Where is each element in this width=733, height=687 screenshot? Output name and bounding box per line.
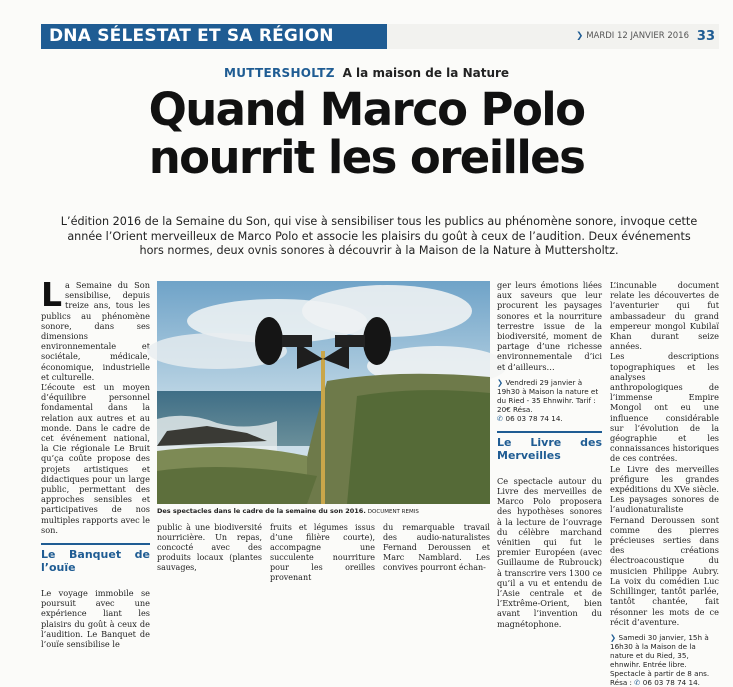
- subhead-livre: Le Livre des Merveilles: [497, 435, 602, 462]
- kicker-subtitle: A la maison de la Nature: [342, 66, 510, 80]
- under-photo-col-2: fruits et légumes issus d’une filière courte), accompagne une succulente nourriture pour les oreilles provenant: [270, 523, 375, 582]
- subhead-block: [41, 543, 150, 574]
- issue-date: [576, 24, 689, 49]
- under-photo-col-1: public à une biodiversité nourricière. Un repas, concocté avec des produits locaux (plantes sauvages,: [157, 523, 262, 572]
- column-4: [610, 280, 719, 687]
- article-lead: L’édition 2016 de la Semaine du Son, qui vise à sensibiliser tous les publics au phénomène sonore, invoque cette année l’Orient merveilleux de Marco Polo et associe les plaisirs du goût à ceux de l’audition. Deux événements hors normes, deux ovnis sonores à découvrir à la Maison de la Nature à Muttersholtz.: [60, 215, 698, 257]
- paragraph: Le Livre des merveilles préfigure les grandes expéditions du XVe siècle. Les paysages sonores de l’audionaturaliste Fernand Deroussen sont comme des pierres précieuses serties dans des créations électroacoustique du musicien Philippe Aubry. La voix du comédien Luc Schillinger, tantôt parlée, tantôt chantée, fait résonner les mots de ce récit d’aventure.: [610, 463, 719, 627]
- kicker-place: MUTTERSHOLTZ: [223, 66, 335, 80]
- paragraph-text: a Semaine du Son sensibilise, depuis treize ans, tous les publics au phénomène sonore, dans ses dimensions environnementale et sociétale, médicale, économique, industrielle et culturelle.: [41, 280, 150, 382]
- paragraph: L’écoute est un moyen d’équilibre personnel fondamental dans la relation aux autres et au monde. Dans le cadre de cet événement national, la Cie régionale Le Bruit qu’ça coûte propose des projets artistiques et didactiques pour un large public, permettant des approches sensibles et participatives de nos multiples rapports avec le son.: [41, 382, 150, 535]
- headline-line-1: Quand Marco Polo: [148, 83, 585, 136]
- under-photo-col-3: du remarquable travail des audio-naturalistes Fernand Deroussen et Marc Namblard. Les convives pourront échan-: [383, 523, 490, 572]
- phone-number: 06 03 78 74 14.: [505, 413, 563, 423]
- photo-caption: [157, 507, 490, 515]
- headline-line-2: nourrit les oreilles: [148, 131, 585, 184]
- arrow-icon: ❯: [610, 632, 619, 642]
- event-info-2: [610, 633, 719, 687]
- paragraph: Le voyage immobile se poursuit avec une expérience liant les plaisirs du goût à ceux de l’audition. Le Banquet de l’ouïe sensibilise le: [41, 588, 150, 650]
- subhead-banquet: Le Banquet de l’ouïe: [41, 548, 150, 575]
- event-info-1: [497, 378, 602, 423]
- column-3: [497, 280, 602, 629]
- paragraph: Les descriptions topographiques et les analyses anthropologiques de l’immense Empire Mongol ont eu une influence considérable sur l’évolution de la géographie et les connaissances historiques de ces contrées.: [610, 351, 719, 464]
- section-title: DNA SÉLESTAT ET SA RÉGION: [41, 24, 387, 49]
- article-photo: [157, 281, 490, 504]
- event-info-text: Samedi 30 janvier, 15h à 16h30 à la Maison de la nature et du Ried, 35, ehnwihr. Entrée libre. Spectacle à partir de 8 ans. Résa :: [610, 632, 710, 687]
- article-kicker: [0, 66, 733, 80]
- photo-credit: DOCUMENT REMIS: [367, 509, 419, 515]
- drop-cap: L: [41, 275, 63, 314]
- issue-date-text: MARDI 12 JANVIER 2016: [586, 31, 689, 41]
- phone-icon: ✆: [497, 413, 506, 423]
- subhead-block: [497, 431, 602, 462]
- paragraph: Ce spectacle autour du Livre des merveilles de Marco Polo proposera des hypothèses sonores à la lecture de l’ouvrage du célèbre marchand vénitien qui fut le premier Européen (avec Guillaume de Rubrouck) à transcrire vers 1300 ce qu’il a vu et entendu de l’Asie centrale et de l’Extrême-Orient, bien avant l’invention du magnétophone.: [497, 475, 602, 629]
- phone-icon: ✆: [634, 677, 643, 687]
- section-banner: [41, 24, 719, 49]
- page-number: 33: [696, 29, 715, 44]
- paragraph: L’incunable document relate les découvertes de l’aventurier qui fut ambassadeur du grand empereur mongol Kubilaï Khan durant seize années.: [610, 280, 719, 352]
- arrow-icon: ❯: [497, 377, 506, 387]
- paragraph: [41, 275, 150, 382]
- paragraph: ger leurs émotions liées aux saveurs que leur procurent les paysages sonores et la nourriture terrestre issue de la biodiversité, moment de partage d’une richesse environnementale d’ici et d’ailleurs…: [497, 280, 602, 372]
- caption-text: Des spectacles dans le cadre de la semaine du son 2016.: [157, 507, 366, 515]
- arrow-icon: ❯: [576, 31, 584, 41]
- article-headline: [0, 83, 733, 184]
- column-1: [41, 275, 150, 650]
- phone-number: 06 03 78 74 14.: [642, 677, 700, 687]
- photo-illustration: [157, 281, 490, 504]
- event-info-text: Vendredi 29 janvier à 19h30 à Maison la nature et du Ried - 35 Ehnwihr. Tarif : 20€ Résa.: [497, 377, 599, 414]
